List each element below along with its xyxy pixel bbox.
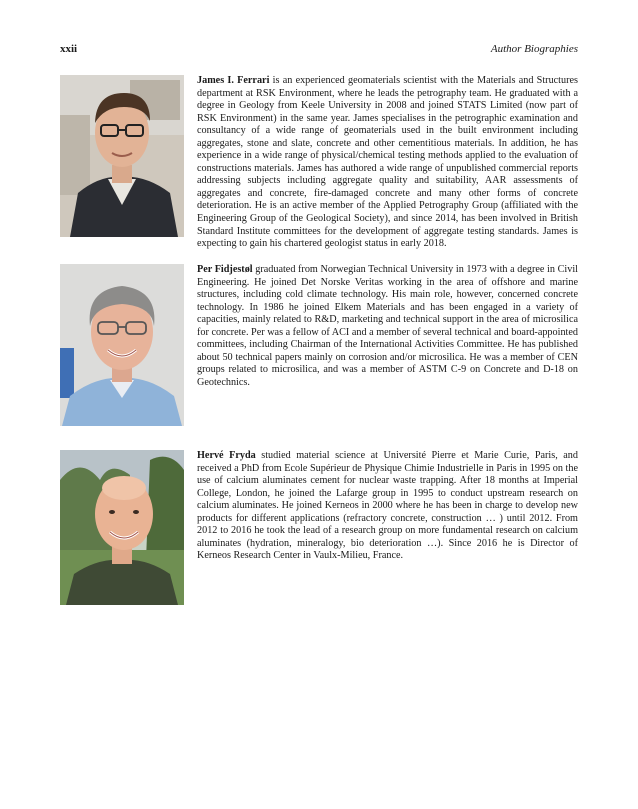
author-photo-1 [60, 75, 184, 237]
author-bio-2 [60, 264, 578, 426]
author-description-3: studied material science at Université Pierre et Marie Curie, Paris, and received a PhD from Ecole Supérieur de Physique Chimie Industrielle in Paris in 1995 on the use of calcium aluminates cement for nuclear waste trapping. After 18 months at Imperial College, London, he joined the Lafarge group in 1995 to conduct upstream research on calcium aluminates. He joined Kerneos in 2000 where he has been in charge to develop new products for different applications (refractory concrete, construction … ) until 2012. From 2012 to 2016 he took the lead of a research group on more fundamental research on calcium aluminates (hydration, mineralogy, bio deterioration …). Since 2016 he is Director of Kerneos Research Center in Vaulx-Milieu, France. [197, 450, 578, 562]
author-photo-2 [60, 264, 184, 426]
author-name-1: James I. Ferrari [197, 75, 270, 86]
author-description-1: is an experienced geomaterials scientist with the Materials and Structures department at RSK Environment, where he leads the petrography team. He graduated with a degree in Geology from Keele University in 2008 and joined STATS Limited (now part of RSK Environment) in the same year. James specialises in the petrographic examination and consultancy of a wide range of geomaterials used in the built environment including aggregates, stone and slate, concrete and other cementitious materials. In addition, he has experience in a wide range of physical/chemical testing methods applied to the evaluation of constructions materials. James has authored a wide range of unpublished commercial reports addressing subjects including aggregate quality and suitability, AAR assessments of aggregates and concrete, fire-damaged concrete and many other forms of concrete deterioration. He is an active member of the Applied Petrography Group (affiliated with the Engineering Group of the Geological Society), and since 2014, has been involved in British Standard Institute committees for the development of aggregate testing standards. James is expecting to gain his chartered geologist status in early 2018. [197, 75, 578, 250]
author-bio-text-1 [197, 75, 578, 251]
author-description-2: graduated from Norwegian Technical University in 1973 with a degree in Civil Engineering. He joined Det Norske Veritas working in the area of offshore and marine structures, including cold climate technology. His main role, however, concerned concrete technology. In 1986 he joined Elkem Materials and has been engaged in a variety of capacities, mainly related to R&D, marketing and technical support in the area of microsilica for concrete. Per was a fellow of ACI and a member of several technical and board-appointed committees, including Chairman of the International Activities Committee. He has published about 50 technical papers mainly on corrosion and/or microsilica. He was a member of CEN groups related to microsilica, and was a member of ASTM C-9 on Concrete and D-18 on Geotechnics. [197, 264, 578, 388]
author-name-2: Per Fidjestøl [197, 264, 253, 275]
author-bio-text-2 [197, 264, 578, 389]
author-bio-text-3 [197, 450, 578, 563]
running-title: Author Biographies [490, 43, 578, 55]
author-bio-1 [60, 75, 578, 250]
author-name-3: Hervé Fryda [197, 450, 256, 461]
page-number: xxii [60, 43, 78, 55]
author-bio-3 [60, 450, 578, 605]
author-photo-3 [60, 450, 184, 605]
